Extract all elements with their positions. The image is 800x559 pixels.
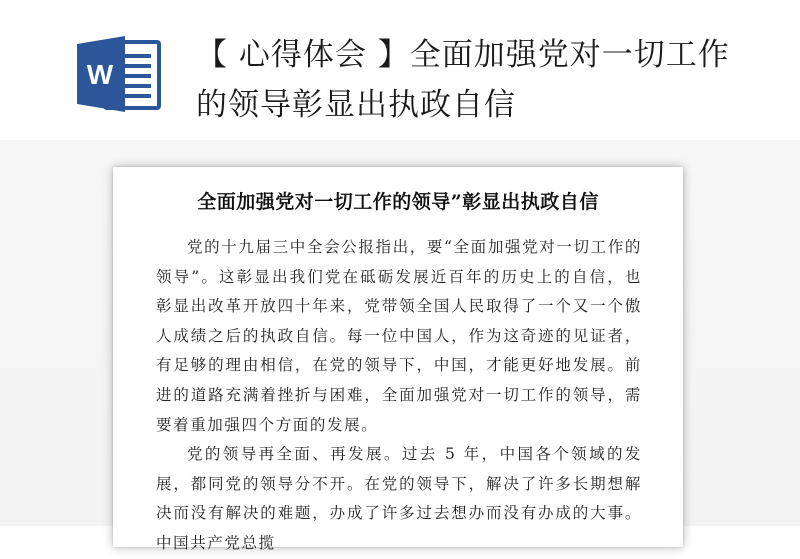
word-icon-letter: W	[86, 59, 114, 90]
word-document-icon	[75, 34, 163, 112]
header-band	[0, 0, 800, 140]
paragraph-1: 党的十九届三中全会公报指出，要“全面加强党对一切工作的领导”。这彰显出我们党在砥砺发展近百年的历史上的自信，也彰显出改革开放四十年来，党带领全国人民取得了一个又一个傲人成绩之后的执政自信。每一位中国人，作为这奇迹的见证者，有足够的理由相信，在党的领导下，中国，才能更好地发展。前进的道路充满着挫折与困难，全面加强党对一切工作的领导，需要着重加强四个方面的发展。	[156, 238, 642, 434]
paragraph-2: 党的领导再全面、再发展。过去 5 年，中国各个领域的发展，都同党的领导分不开。在党的领导下，解决了许多长期想解决而没有解决的难题，办成了许多过去想办而没有办成的大事。中国共产党总揽	[156, 445, 642, 552]
document-title: 全面加强党对一切工作的领导”彰显出执政自信	[197, 191, 599, 213]
document-body	[156, 233, 642, 559]
document-page	[113, 167, 683, 552]
header-title: 【 心得体会 】全面加强党对一切工作的领导彰显出执政自信	[196, 37, 730, 123]
